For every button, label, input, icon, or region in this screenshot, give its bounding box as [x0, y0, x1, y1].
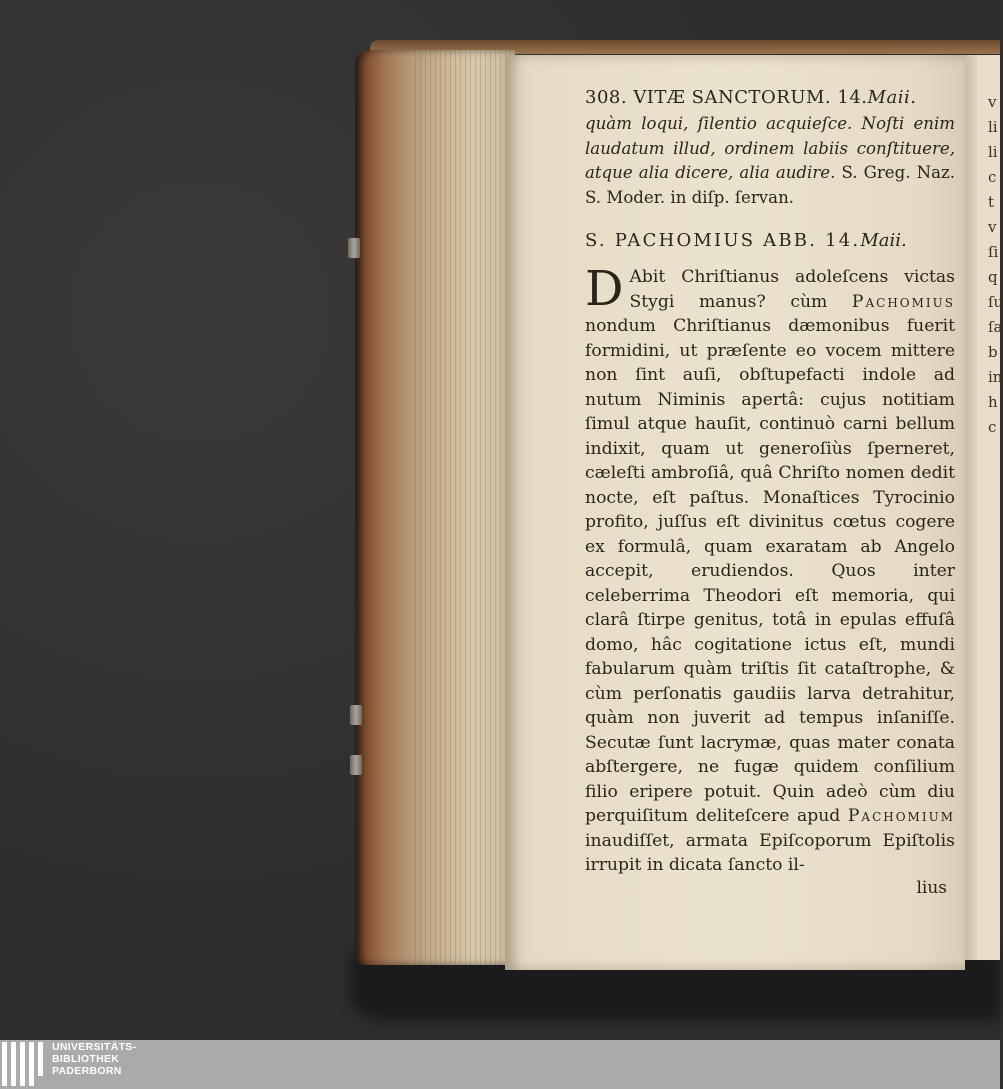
- running-title: VITÆ SANCTORUM.: [633, 87, 832, 108]
- body-part-3: inaudiſſet, armata Epiſcoporum Epiſtolis irrupit in dicata ſancto il-: [585, 830, 955, 875]
- quote-source: S. Greg. Naz. S. Moder. in diſp. ſervan.: [585, 163, 955, 207]
- title-main: S. PACHOMIUS ABB. 14.: [585, 230, 861, 251]
- saint-name: Pachomium: [847, 806, 955, 826]
- clasp-icon: [350, 755, 362, 775]
- header-month: Maii.: [867, 87, 917, 108]
- saint-name: Pachomius: [851, 291, 955, 312]
- title-month: Maii.: [860, 230, 907, 251]
- quote-text: quàm loqui, ſilentio acquieſce. Noſti enim laudatum illud, ordinem labiis conſtituere, atque alia dicere, alia audire.: [585, 114, 955, 182]
- page-block-edge: [355, 50, 515, 965]
- page-number: 308.: [585, 87, 628, 108]
- running-header: [585, 86, 955, 110]
- footer-bar: [0, 1040, 1000, 1089]
- quotation: [585, 112, 955, 210]
- body-part-1: Abit Chriſtianus adoleſcens victas Stygi manus? cùm: [629, 267, 955, 312]
- library-logo-icon: [2, 1042, 46, 1087]
- body-part-2: nondum Chriſtianus dæmonibus fuerit formidini, ut præſente eo vocem mittere non ſint auſi, obſtupefacti indole ad nutum Niminis apertâ: cujus notitiam ſimul atque hauſit, continuò carni bellum indixit, quam ut generoſiùs ſperneret, cæleſti ambroſiâ, quâ Chriſto nomen dedit nocte, eſt paſtus. Monaſtices Tyrocinio profito, juſſus eſt divinitus cœtus cogere ex formulâ, quam exaratam ab Angelo accepit, erudiendos. Quos inter celeberrima Theodori eſt memoria, qui clarâ ſtirpe genitus, totâ in epulas effuſâ domo, hâc cogitatione ictus eſt, mundi fabularum quàm triſtis ſit cataſtrophe, & cùm perſonatis gaudiis larva detrahitur, quàm non juverit ad tempus inſaniſſe. Secutæ ſunt lacrymæ, quas mater conata abſtergere, ne fugæ quidem conſilium filio eripere potuit. Quin adeò cùm diu perquiſitum deliteſcere apud: [585, 316, 955, 826]
- catchword: lius: [916, 877, 947, 898]
- library-name: UNIVERSITÄTS- BIBLIOTHEK PADERBORN: [52, 1041, 137, 1077]
- clasp-icon: [348, 238, 360, 258]
- drop-cap: D: [585, 261, 624, 317]
- header-date: 14.: [837, 87, 868, 108]
- page-text: [585, 86, 955, 898]
- body-text: [585, 261, 955, 878]
- facing-page-fragment: v li li c t v ſi q ſu ſa b in h c: [988, 93, 1003, 436]
- section-title: [585, 230, 955, 251]
- clasp-icon: [350, 705, 362, 725]
